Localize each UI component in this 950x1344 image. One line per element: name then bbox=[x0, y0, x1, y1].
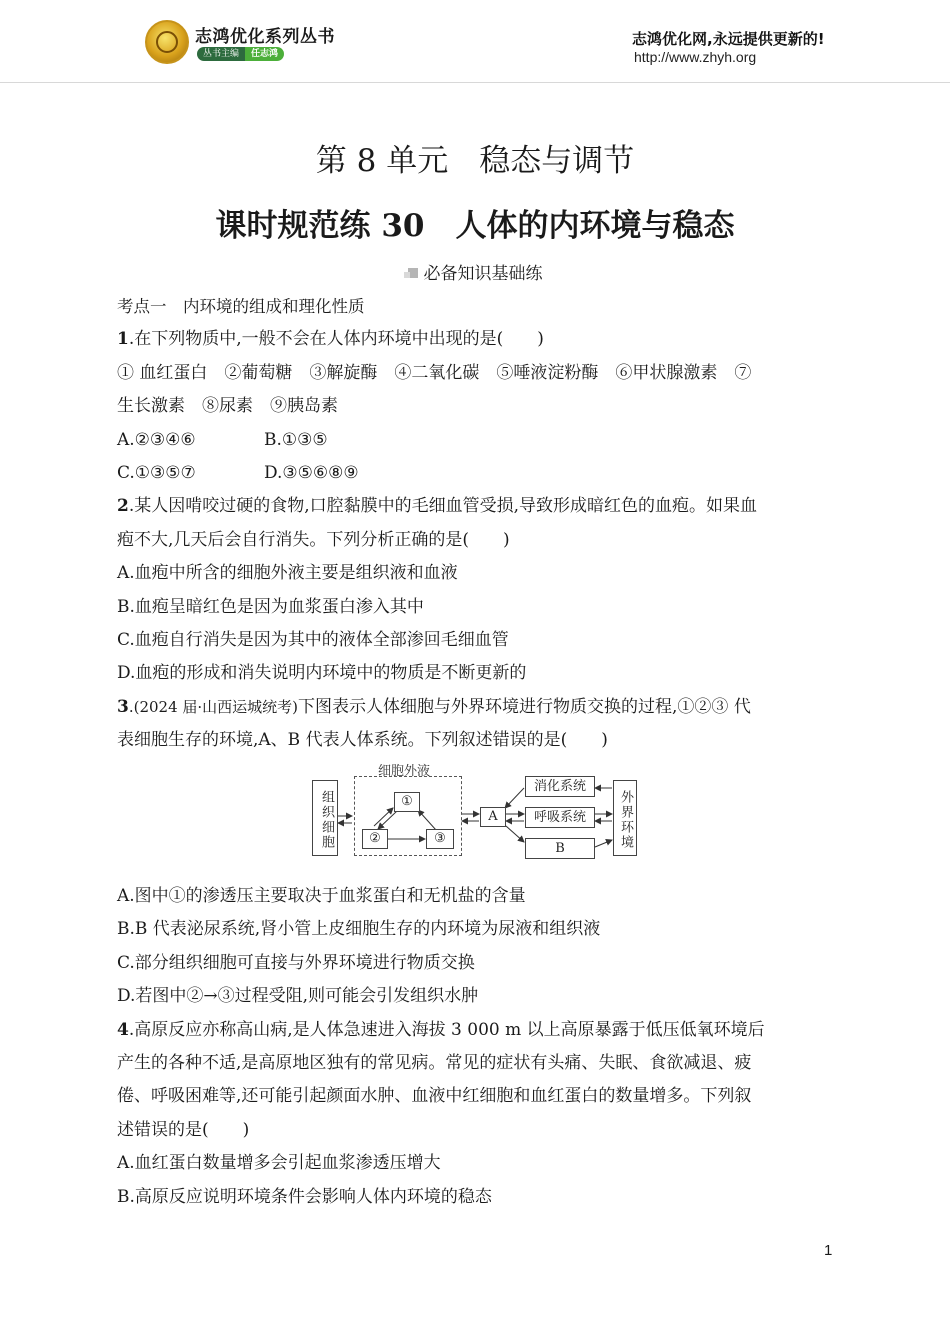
tissue-cell-box: 组织细胞 bbox=[312, 780, 338, 856]
question-text: 下图表示人体细胞与外界环境进行物质交换的过程,①②③ 代 bbox=[298, 696, 751, 717]
node-a: A bbox=[480, 807, 506, 827]
node-b: B bbox=[525, 838, 595, 859]
question-4-stem-cont: 述错误的是( ) bbox=[117, 1119, 250, 1140]
question-4-stem bbox=[117, 1014, 833, 1047]
question-number: 2 bbox=[117, 496, 129, 517]
knowledge-point: 考点一 内环境的组成和理化性质 bbox=[117, 297, 365, 316]
question-number: 4 bbox=[117, 1019, 129, 1040]
question-4-stem-cont: 产生的各种不适,是高原地区独有的常见病。常见的症状有头痛、失眠、食欲减退、疲 bbox=[117, 1052, 752, 1073]
extracellular-label: 细胞外液 bbox=[378, 764, 431, 779]
option-d[interactable]: D.③⑤⑥⑧⑨ bbox=[264, 462, 359, 483]
question-3-stem-cont: 表细胞生存的环境,A、B 代表人体系统。下列叙述错误的是( ) bbox=[117, 730, 608, 751]
option-b[interactable]: B.①③⑤ bbox=[264, 429, 328, 450]
question-content bbox=[117, 290, 833, 757]
editor-badge bbox=[197, 47, 284, 61]
question-1-items-cont: 生长激素 ⑧尿素 ⑨胰岛素 bbox=[117, 396, 338, 417]
question-4-stem-cont: 倦、呼吸困难等,还可能引起颜面水肿、血液中红细胞和血红蛋白的数量增多。下列叙 bbox=[117, 1086, 752, 1107]
option-b[interactable]: B.血疱呈暗红色是因为血浆蛋白渗入其中 bbox=[117, 596, 424, 617]
question-1-options-ab bbox=[117, 424, 833, 457]
slogan: 志鸿优化网,永远提供更新的! bbox=[632, 30, 825, 48]
option-c[interactable]: C.部分组织细胞可直接与外界环境进行物质交换 bbox=[117, 952, 475, 973]
header-divider bbox=[0, 82, 950, 83]
question-1-items: ① 血红蛋白 ②葡萄糖 ③解旋酶 ④二氧化碳 ⑤唾液淀粉酶 ⑥甲状腺激素 ⑦ bbox=[117, 362, 752, 383]
question-source: .(2024 届·山西运城统考) bbox=[128, 697, 299, 716]
question-1-stem bbox=[117, 323, 833, 356]
page-number: 1 bbox=[824, 1242, 833, 1259]
section-label: 必备知识基础练 bbox=[423, 264, 543, 284]
editor-label: 丛书主编 bbox=[197, 47, 245, 61]
digestive-system-box: 消化系统 bbox=[525, 776, 595, 797]
question-content-continued bbox=[117, 880, 833, 1214]
option-c[interactable]: C.血疱自行消失是因为其中的液体全部渗回毛细血管 bbox=[117, 629, 509, 650]
node-1: ① bbox=[394, 792, 420, 812]
question-1-options-cd bbox=[117, 457, 833, 490]
node-2: ② bbox=[362, 829, 388, 849]
option-d[interactable]: D.血疱的形成和消失说明内环境中的物质是不断更新的 bbox=[117, 663, 527, 684]
respiratory-system-box: 呼吸系统 bbox=[525, 807, 595, 828]
option-a[interactable]: A.血红蛋白数量增多会引起血浆渗透压增大 bbox=[117, 1153, 441, 1174]
question-3-stem bbox=[117, 691, 833, 724]
question-text: .在下列物质中,一般不会在人体内环境中出现的是( ) bbox=[128, 329, 544, 350]
option-a[interactable]: A.②③④⑥ bbox=[117, 429, 196, 450]
question-text: .高原反应亦称高山病,是人体急速进入海拔 3 000 m 以上高原暴露于低压低氧环境后 bbox=[128, 1019, 765, 1040]
exchange-diagram bbox=[312, 760, 637, 860]
option-a[interactable]: A.血疱中所含的细胞外液主要是组织液和血液 bbox=[117, 563, 458, 584]
option-b[interactable]: B.B 代表泌尿系统,肾小管上皮细胞生存的内环境为尿液和组织液 bbox=[117, 919, 601, 940]
website-link[interactable]: http://www.zhyh.org bbox=[634, 49, 757, 65]
option-d[interactable]: D.若图中②→③过程受阻,则可能会引发组织水肿 bbox=[117, 986, 479, 1007]
question-number: 3 bbox=[117, 696, 129, 717]
option-b[interactable]: B.高原反应说明环境条件会影响人体内环境的稳态 bbox=[117, 1186, 492, 1207]
question-text: .某人因啃咬过硬的食物,口腔黏膜中的毛细血管受损,导致形成暗红色的血疱。如果血 bbox=[128, 496, 758, 517]
option-c[interactable]: C.①③⑤⑦ bbox=[117, 462, 196, 483]
lesson-title: 课时规范练 30 人体的内环境与稳态 bbox=[215, 208, 735, 244]
section-marker-icon bbox=[408, 268, 418, 278]
node-3: ③ bbox=[426, 829, 454, 849]
question-2-stem bbox=[117, 490, 833, 523]
question-number: 1 bbox=[117, 329, 129, 350]
question-2-stem-cont: 疱不大,几天后会自行消失。下列分析正确的是( ) bbox=[117, 529, 510, 550]
page-header bbox=[0, 0, 950, 80]
editor-name: 任志鸿 bbox=[245, 47, 284, 61]
unit-title: 第 8 单元 稳态与调节 bbox=[315, 143, 635, 179]
publisher-logo-icon bbox=[145, 20, 189, 64]
external-environment-box: 外界环境 bbox=[613, 780, 637, 856]
option-a[interactable]: A.图中①的渗透压主要取决于血浆蛋白和无机盐的含量 bbox=[117, 886, 526, 906]
series-title: 志鸿优化系列丛书 bbox=[195, 27, 335, 47]
section-heading bbox=[0, 259, 950, 284]
